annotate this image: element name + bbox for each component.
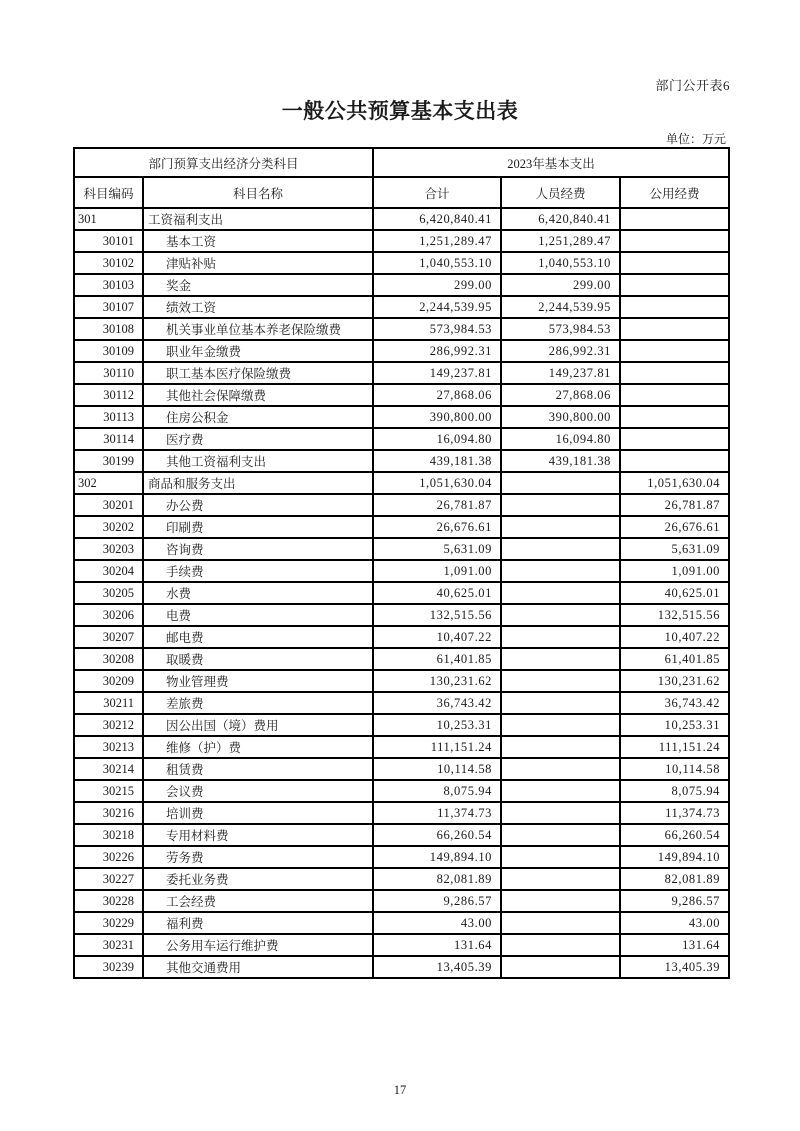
cell-personnel-funds [501,868,620,890]
cell-subject-code: 30205 [74,582,143,604]
cell-total: 61,401.85 [373,648,501,670]
page-number: 17 [393,1083,407,1097]
cell-subject-name: 会议费 [143,780,373,802]
page-title: 一般公共预算基本支出表 [281,100,519,123]
cell-subject-name: 租赁费 [143,758,373,780]
cell-subject-name: 工会经费 [143,890,373,912]
cell-personnel-funds [501,538,620,560]
table-row [74,824,729,846]
table-row [74,758,729,780]
cell-public-funds [620,208,729,230]
table-row [74,670,729,692]
cell-subject-name: 基本工资 [143,230,373,252]
cell-subject-name: 津贴补贴 [143,252,373,274]
cell-personnel-funds: 439,181.38 [501,450,620,472]
cell-subject-name: 电费 [143,604,373,626]
cell-subject-name: 劳务费 [143,846,373,868]
table-row [74,208,729,230]
cell-subject-code: 30203 [74,538,143,560]
cell-public-funds [620,318,729,340]
cell-subject-name: 工资福利支出 [143,208,373,230]
cell-subject-name: 办公费 [143,494,373,516]
table-row [74,362,729,384]
cell-total: 43.00 [373,912,501,934]
table-row [74,230,729,252]
cell-personnel-funds: 573,984.53 [501,318,620,340]
table-row [74,604,729,626]
cell-public-funds [620,340,729,362]
cell-subject-code: 30199 [74,450,143,472]
cell-personnel-funds [501,604,620,626]
cell-subject-name: 水费 [143,582,373,604]
cell-total: 6,420,840.41 [373,208,501,230]
col-header-subject-name: 科目名称 [143,177,373,208]
cell-personnel-funds [501,846,620,868]
table-row [74,252,729,274]
table-body [74,208,729,978]
cell-total: 1,040,553.10 [373,252,501,274]
cell-subject-name: 手续费 [143,560,373,582]
cell-subject-code: 30112 [74,384,143,406]
cell-total: 11,374.73 [373,802,501,824]
cell-total: 10,253.31 [373,714,501,736]
cell-subject-name: 取暖费 [143,648,373,670]
cell-subject-code: 30239 [74,956,143,978]
cell-total: 149,894.10 [373,846,501,868]
cell-total: 5,631.09 [373,538,501,560]
unit-label: 单位：万元 [665,132,726,146]
cell-public-funds: 10,253.31 [620,714,729,736]
cell-total: 573,984.53 [373,318,501,340]
cell-personnel-funds [501,582,620,604]
header-group-row [74,148,729,177]
cell-public-funds: 130,231.62 [620,670,729,692]
table-row [74,538,729,560]
cell-public-funds: 26,676.61 [620,516,729,538]
cell-subject-code: 30208 [74,648,143,670]
cell-total: 1,091.00 [373,560,501,582]
cell-subject-name: 其他工资福利支出 [143,450,373,472]
table-row [74,714,729,736]
cell-subject-code: 302 [74,472,143,494]
cell-personnel-funds [501,736,620,758]
table-row [74,318,729,340]
col-header-total: 合计 [373,177,501,208]
cell-total: 36,743.42 [373,692,501,714]
col-header-personnel-funds: 人员经费 [501,177,620,208]
table-row [74,780,729,802]
cell-personnel-funds: 6,420,840.41 [501,208,620,230]
cell-subject-name: 商品和服务支出 [143,472,373,494]
col-header-public-funds: 公用经费 [620,177,729,208]
cell-subject-code: 30218 [74,824,143,846]
cell-total: 1,251,289.47 [373,230,501,252]
cell-personnel-funds: 299.00 [501,274,620,296]
table-row [74,934,729,956]
cell-subject-name: 培训费 [143,802,373,824]
cell-subject-code: 30226 [74,846,143,868]
table-row [74,274,729,296]
cell-subject-code: 30212 [74,714,143,736]
cell-subject-code: 30215 [74,780,143,802]
cell-total: 111,151.24 [373,736,501,758]
cell-total: 131.64 [373,934,501,956]
cell-subject-name: 咨询费 [143,538,373,560]
cell-subject-code: 30108 [74,318,143,340]
cell-subject-name: 维修（护）费 [143,736,373,758]
table-row [74,516,729,538]
cell-personnel-funds: 27,868.06 [501,384,620,406]
cell-public-funds [620,252,729,274]
table-row [74,626,729,648]
cell-public-funds: 10,114.58 [620,758,729,780]
cell-subject-code: 30113 [74,406,143,428]
cell-public-funds: 5,631.09 [620,538,729,560]
cell-public-funds: 82,081.89 [620,868,729,890]
cell-total: 66,260.54 [373,824,501,846]
cell-personnel-funds [501,692,620,714]
table-row [74,912,729,934]
cell-subject-name: 医疗费 [143,428,373,450]
table-row [74,582,729,604]
cell-subject-name: 福利费 [143,912,373,934]
cell-public-funds [620,230,729,252]
cell-total: 130,231.62 [373,670,501,692]
cell-total: 10,114.58 [373,758,501,780]
cell-personnel-funds: 149,237.81 [501,362,620,384]
cell-total: 9,286.57 [373,890,501,912]
budget-table [73,147,730,979]
cell-subject-code: 30209 [74,670,143,692]
cell-total: 82,081.89 [373,868,501,890]
cell-subject-name: 绩效工资 [143,296,373,318]
table-row [74,450,729,472]
table-row [74,868,729,890]
cell-subject-code: 30107 [74,296,143,318]
cell-total: 40,625.01 [373,582,501,604]
cell-subject-code: 30207 [74,626,143,648]
cell-subject-name: 奖金 [143,274,373,296]
cell-total: 16,094.80 [373,428,501,450]
cell-public-funds: 8,075.94 [620,780,729,802]
cell-personnel-funds [501,890,620,912]
cell-public-funds: 36,743.42 [620,692,729,714]
cell-subject-name: 职业年金缴费 [143,340,373,362]
cell-public-funds: 132,515.56 [620,604,729,626]
cell-subject-name: 邮电费 [143,626,373,648]
cell-total: 10,407.22 [373,626,501,648]
cell-personnel-funds [501,472,620,494]
cell-public-funds: 43.00 [620,912,729,934]
doc-label: 部门公开表6 [655,78,730,93]
cell-subject-code: 30229 [74,912,143,934]
cell-public-funds: 111,151.24 [620,736,729,758]
cell-personnel-funds [501,780,620,802]
cell-subject-code: 30231 [74,934,143,956]
table-row [74,846,729,868]
cell-public-funds: 9,286.57 [620,890,729,912]
cell-personnel-funds [501,714,620,736]
cell-personnel-funds [501,824,620,846]
table-row [74,472,729,494]
cell-subject-code: 30114 [74,428,143,450]
cell-public-funds: 149,894.10 [620,846,729,868]
table-row [74,296,729,318]
cell-subject-code: 30216 [74,802,143,824]
col-header-subject-code: 科目编码 [74,177,143,208]
cell-subject-code: 30211 [74,692,143,714]
cell-subject-name: 差旅费 [143,692,373,714]
cell-total: 27,868.06 [373,384,501,406]
cell-subject-name: 职工基本医疗保险缴费 [143,362,373,384]
cell-public-funds: 1,051,630.04 [620,472,729,494]
cell-subject-code: 30202 [74,516,143,538]
cell-public-funds [620,384,729,406]
cell-total: 26,676.61 [373,516,501,538]
cell-subject-code: 30227 [74,868,143,890]
cell-subject-code: 30101 [74,230,143,252]
cell-personnel-funds [501,516,620,538]
cell-total: 1,051,630.04 [373,472,501,494]
cell-total: 286,992.31 [373,340,501,362]
cell-public-funds: 61,401.85 [620,648,729,670]
cell-subject-name: 住房公积金 [143,406,373,428]
cell-public-funds [620,450,729,472]
cell-personnel-funds: 1,040,553.10 [501,252,620,274]
cell-personnel-funds: 2,244,539.95 [501,296,620,318]
cell-subject-name: 机关事业单位基本养老保险缴费 [143,318,373,340]
cell-public-funds [620,274,729,296]
cell-personnel-funds [501,912,620,934]
cell-subject-name: 公务用车运行维护费 [143,934,373,956]
cell-subject-code: 301 [74,208,143,230]
cell-total: 8,075.94 [373,780,501,802]
cell-subject-name: 专用材料费 [143,824,373,846]
cell-total: 26,781.87 [373,494,501,516]
cell-personnel-funds: 16,094.80 [501,428,620,450]
cell-public-funds: 66,260.54 [620,824,729,846]
cell-subject-name: 其他社会保障缴费 [143,384,373,406]
header-columns-row [74,177,729,208]
cell-personnel-funds [501,934,620,956]
cell-public-funds: 10,407.22 [620,626,729,648]
cell-subject-code: 30214 [74,758,143,780]
cell-public-funds: 26,781.87 [620,494,729,516]
cell-subject-name: 其他交通费用 [143,956,373,978]
cell-total: 439,181.38 [373,450,501,472]
cell-personnel-funds [501,626,620,648]
table-row [74,956,729,978]
table-row [74,340,729,362]
header-group-2023-basic-expenditure: 2023年基本支出 [373,148,729,177]
cell-total: 132,515.56 [373,604,501,626]
cell-subject-code: 30204 [74,560,143,582]
cell-total: 13,405.39 [373,956,501,978]
cell-total: 390,800.00 [373,406,501,428]
cell-public-funds [620,362,729,384]
cell-subject-code: 30110 [74,362,143,384]
cell-personnel-funds: 1,251,289.47 [501,230,620,252]
cell-subject-code: 30206 [74,604,143,626]
cell-total: 149,237.81 [373,362,501,384]
cell-subject-code: 30213 [74,736,143,758]
cell-subject-code: 30102 [74,252,143,274]
cell-personnel-funds [501,670,620,692]
cell-subject-name: 因公出国（境）费用 [143,714,373,736]
cell-public-funds: 131.64 [620,934,729,956]
cell-personnel-funds [501,494,620,516]
cell-personnel-funds [501,648,620,670]
table-row [74,648,729,670]
cell-personnel-funds [501,560,620,582]
table-row [74,802,729,824]
cell-public-funds: 40,625.01 [620,582,729,604]
cell-subject-code: 30228 [74,890,143,912]
table-row [74,384,729,406]
cell-public-funds [620,406,729,428]
cell-total: 2,244,539.95 [373,296,501,318]
cell-subject-code: 30201 [74,494,143,516]
cell-personnel-funds [501,956,620,978]
cell-personnel-funds: 390,800.00 [501,406,620,428]
cell-personnel-funds: 286,992.31 [501,340,620,362]
table-row [74,406,729,428]
cell-public-funds: 13,405.39 [620,956,729,978]
cell-total: 299.00 [373,274,501,296]
cell-personnel-funds [501,802,620,824]
cell-public-funds [620,296,729,318]
header-group-classification: 部门预算支出经济分类科目 [74,148,373,177]
cell-subject-name: 委托业务费 [143,868,373,890]
table-row [74,560,729,582]
cell-subject-code: 30109 [74,340,143,362]
cell-personnel-funds [501,758,620,780]
table-row [74,494,729,516]
cell-public-funds: 1,091.00 [620,560,729,582]
cell-public-funds [620,428,729,450]
cell-subject-name: 印刷费 [143,516,373,538]
table-row [74,692,729,714]
table-row [74,428,729,450]
cell-public-funds: 11,374.73 [620,802,729,824]
cell-subject-code: 30103 [74,274,143,296]
cell-subject-name: 物业管理费 [143,670,373,692]
table-row [74,736,729,758]
table-row [74,890,729,912]
